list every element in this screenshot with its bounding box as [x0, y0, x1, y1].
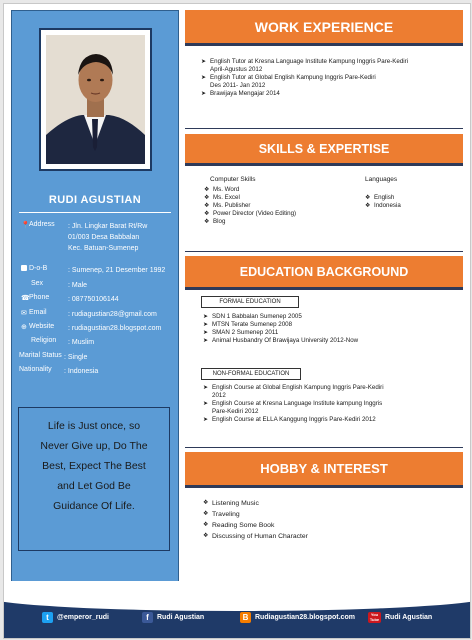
- education-item: ➤ SMAN 2 Sumenep 2011: [203, 329, 279, 336]
- work-item: ➤ English Tutor at Global English Kampung Inggris Pare-Kediri Des 2011- Jan 2012: [201, 74, 376, 89]
- nonformal-education-label: NON-FORMAL EDUCATION: [201, 368, 301, 380]
- sex-label: Sex: [31, 280, 44, 287]
- computer-skills-list: [204, 186, 334, 226]
- diamond-bullet-icon: ❖: [203, 511, 209, 517]
- envelope-icon: ✉: [21, 310, 27, 318]
- section-divider: [185, 128, 463, 129]
- phone-icon: ☎: [21, 295, 30, 303]
- education-item: ➤ English Course at Global English Kampung Inggris Pare-Kediri 2012: [203, 384, 384, 399]
- arrow-bullet-icon: ➤: [203, 330, 209, 336]
- section-divider: [185, 251, 463, 252]
- email-value[interactable]: : rudiagustian28@gmail.com: [68, 311, 157, 318]
- religion-value: : Muslim: [68, 339, 95, 346]
- skill-item: ❖ Ms. Word: [204, 186, 240, 193]
- diamond-bullet-icon: ❖: [204, 211, 210, 217]
- arrow-bullet-icon: ➤: [201, 91, 207, 97]
- education-header: EDUCATION BACKGROUND: [185, 256, 463, 290]
- location-pin-icon: 📍: [21, 222, 30, 230]
- work-experience-list: [201, 58, 461, 98]
- diamond-bullet-icon: ❖: [204, 187, 210, 193]
- language-item: ❖ English: [365, 194, 395, 201]
- skill-item: ❖ Blog: [204, 218, 226, 225]
- dob-label: D-o-B: [21, 265, 47, 272]
- skills-header: SKILLS & EXPERTISE: [185, 134, 463, 166]
- website-label: ⊕ Website: [21, 323, 55, 332]
- diamond-bullet-icon: ❖: [204, 219, 210, 225]
- work-item: ➤ Brawijaya Mengajar 2014: [201, 90, 280, 97]
- profile-name: RUDI AGUSTIAN: [48, 194, 142, 206]
- profile-sidebar: [11, 10, 179, 584]
- hobby-header: HOBBY & INTEREST: [185, 452, 463, 488]
- education-item: ➤ MTSN Terate Sumenep 2008: [203, 321, 293, 328]
- formal-education-list: [203, 313, 453, 345]
- diamond-bullet-icon: ❖: [203, 500, 209, 506]
- nationality-label: Nationality: [19, 366, 52, 373]
- hobby-item: ❖ Listening Music: [203, 500, 259, 507]
- resume-page: [3, 3, 471, 639]
- marital-label: Marital Status: [19, 352, 62, 359]
- religion-label: Religion: [31, 337, 57, 344]
- footer-curve: [3, 581, 471, 611]
- education-item: ➤ SDN 1 Babbalan Sumenep 2005: [203, 313, 302, 320]
- arrow-bullet-icon: ➤: [203, 314, 209, 320]
- diamond-bullet-icon: ❖: [365, 195, 371, 201]
- name-divider: [19, 212, 171, 213]
- blogger-link[interactable]: B Rudiagustian28.blogspot.com: [240, 612, 355, 623]
- website-value[interactable]: : rudiagustian28.blogspot.com: [68, 325, 162, 332]
- address-label: 📍Address: [21, 221, 55, 230]
- work-item: ➤ English Tutor at Kresna Language Institute Kampung Inggris Pare-Kediri April-Agustus 2012: [201, 58, 409, 73]
- marital-value: : Single: [64, 354, 88, 361]
- facebook-link[interactable]: f Rudi Agustian: [142, 612, 204, 623]
- work-experience-header: WORK EXPERIENCE: [185, 10, 463, 46]
- phone-value: : 087750106144: [68, 296, 119, 303]
- languages-list: [365, 194, 455, 210]
- diamond-bullet-icon: ❖: [203, 533, 209, 539]
- skill-item: ❖ Ms. Excel: [204, 194, 240, 201]
- nonformal-education-list: [203, 384, 458, 424]
- globe-icon: ⊕: [21, 324, 27, 332]
- youtube-link[interactable]: You Tube Rudi Agustian: [369, 612, 433, 622]
- diamond-bullet-icon: ❖: [365, 203, 371, 209]
- dob-value: : Sumenep, 21 Desember 1992: [68, 267, 166, 274]
- facebook-icon: f: [142, 612, 153, 623]
- skill-item: ❖ Power Director (Video Editing): [204, 210, 297, 217]
- diamond-bullet-icon: ❖: [204, 203, 210, 209]
- section-divider: [185, 447, 463, 448]
- skill-item: ❖ Ms. Publisher: [204, 202, 251, 209]
- language-item: ❖ Indonesia: [365, 202, 401, 209]
- blogger-icon: B: [240, 612, 251, 623]
- arrow-bullet-icon: ➤: [203, 401, 209, 407]
- email-label: ✉ Email: [21, 309, 47, 318]
- education-item: ➤ English Course at Kresna Language Institute kampung Inggris Pare-Kediri 2012: [203, 400, 383, 415]
- arrow-bullet-icon: ➤: [203, 385, 209, 391]
- twitter-icon: t: [42, 612, 53, 623]
- diamond-bullet-icon: ❖: [203, 522, 209, 528]
- hobby-item: ❖ Traveling: [203, 511, 240, 518]
- motto-text: Life is Just once, so Never Give up, Do The Best, Expect The Best and Let God Be Guidance Of Life.: [40, 420, 148, 512]
- sex-value: : Male: [68, 282, 88, 289]
- arrow-bullet-icon: ➤: [203, 338, 209, 344]
- arrow-bullet-icon: ➤: [201, 59, 207, 65]
- profile-photo: [46, 35, 145, 164]
- arrow-bullet-icon: ➤: [203, 322, 209, 328]
- twitter-link[interactable]: t @emperor_rudi: [42, 612, 109, 623]
- phone-label: ☎Phone: [21, 294, 50, 303]
- hobby-item: ❖ Discussing of Human Character: [203, 533, 308, 540]
- hobby-item: ❖ Reading Some Book: [203, 522, 275, 529]
- profile-photo-frame: [39, 28, 152, 171]
- arrow-bullet-icon: ➤: [201, 75, 207, 81]
- languages-heading: Languages: [365, 176, 398, 183]
- education-item: ➤ Animal Husbandry Of Brawijaya University 2012-Now: [203, 337, 359, 344]
- address-value: : Jln. Lingkar Barat Rt/Rw 01/003 Desa Babbalan Kec. Batuan-Sumenep: [68, 223, 148, 252]
- formal-education-label: FORMAL EDUCATION: [201, 296, 299, 308]
- nationality-value: : Indonesia: [64, 368, 99, 375]
- social-footer: [4, 596, 470, 638]
- motto-box: [18, 407, 170, 551]
- education-item: ➤ English Course at ELLA Kanggung Inggris Pare-Kediri 2012: [203, 416, 376, 423]
- hobby-list: [203, 498, 443, 542]
- computer-skills-heading: Computer Skills: [210, 176, 256, 183]
- calendar-icon: [21, 265, 27, 271]
- diamond-bullet-icon: ❖: [204, 195, 210, 201]
- arrow-bullet-icon: ➤: [203, 417, 209, 423]
- youtube-icon: You Tube: [369, 612, 380, 622]
